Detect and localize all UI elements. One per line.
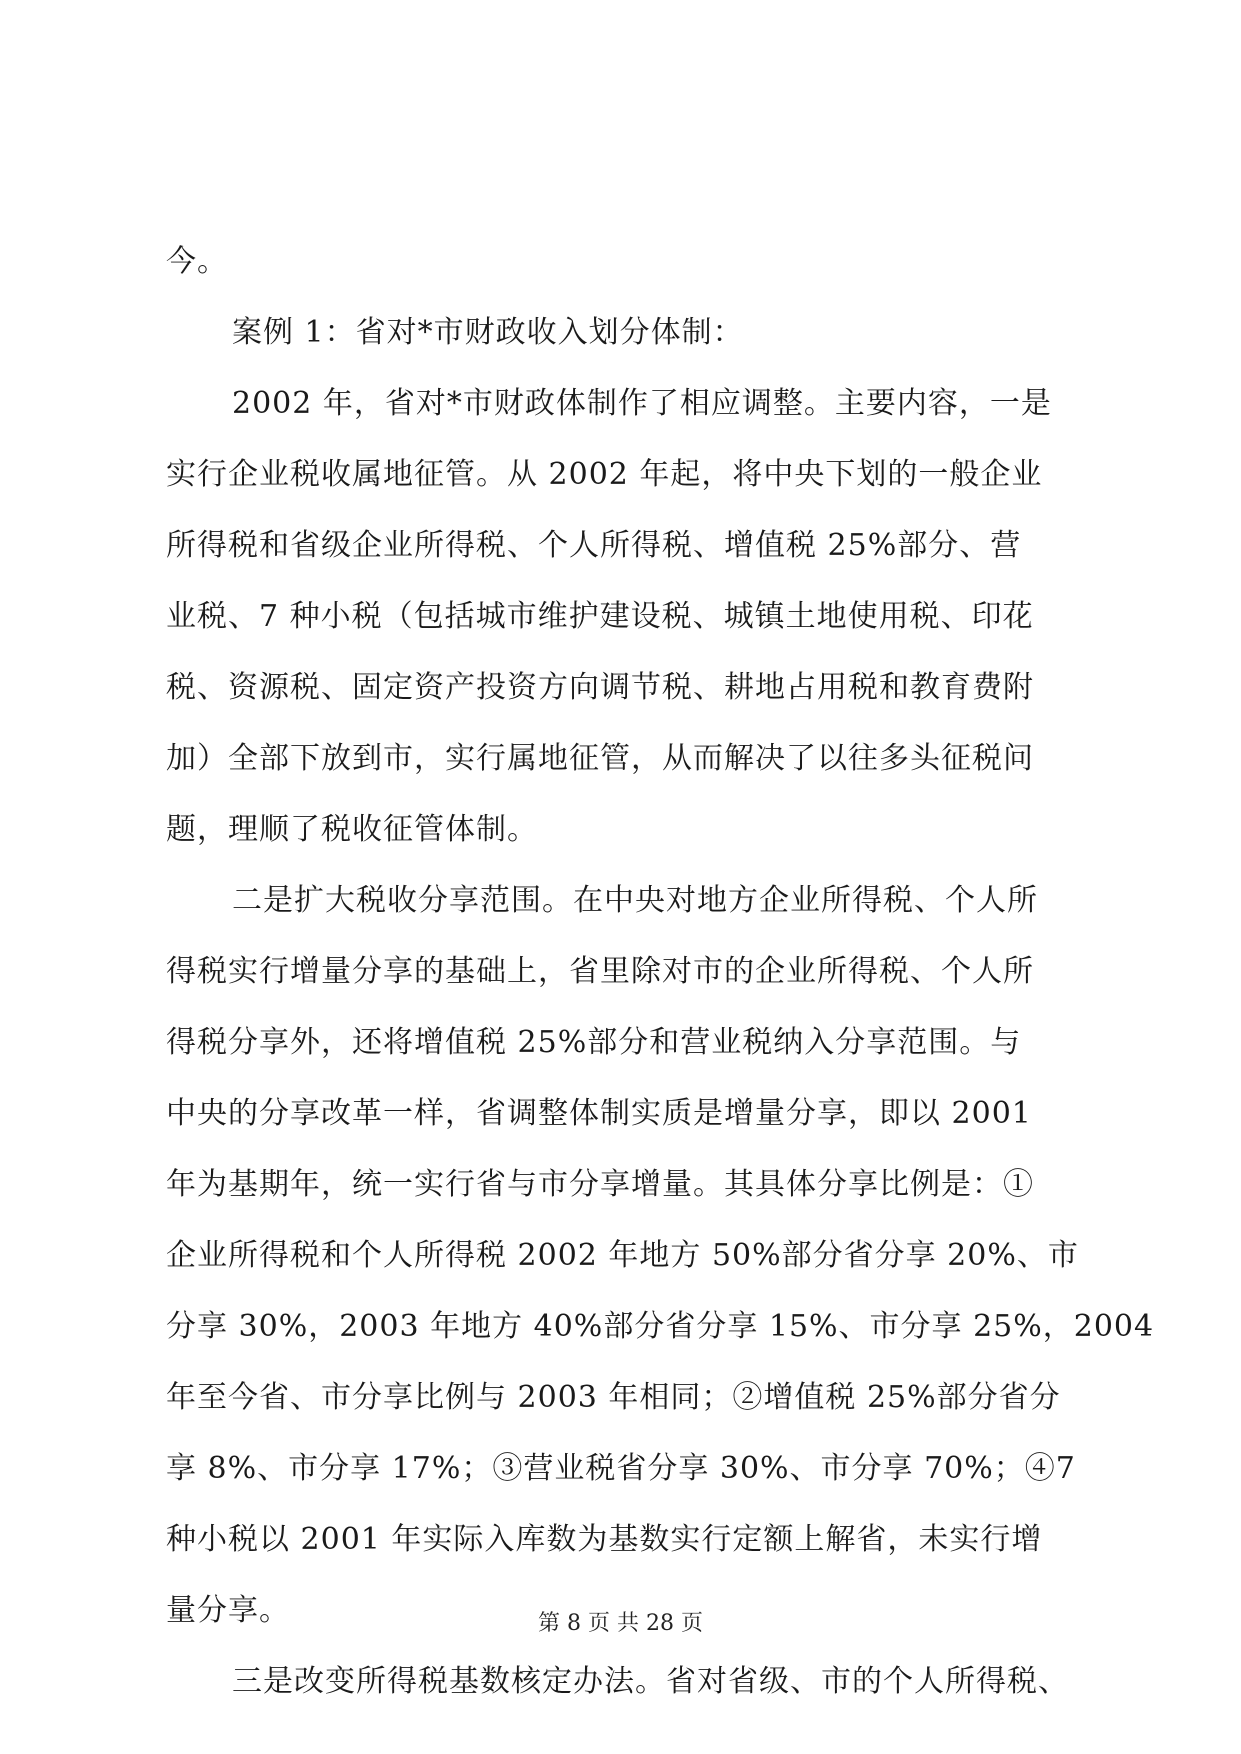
text-line: 年至今省、市分享比例与 2003 年相同；②增值税 25%部分省分 — [166, 1380, 1061, 1415]
text-line: 加）全部下放到市，实行属地征管，从而解决了以往多头征税问 — [166, 741, 1034, 776]
text-line-case-heading: 案例 1：省对*市财政收入划分体制： — [232, 315, 744, 350]
text-line: 税、资源税、固定资产投资方向调节税、耕地占用税和教育费附 — [166, 670, 1034, 705]
text-line: 种小税以 2001 年实际入库数为基数实行定额上解省，未实行增 — [166, 1522, 1043, 1557]
text-line: 企业所得税和个人所得税 2002 年地方 50%部分省分享 20%、市 — [166, 1238, 1079, 1273]
text-line: 二是扩大税收分享范围。在中央对地方企业所得税、个人所 — [232, 883, 1038, 918]
page-footer — [0, 1606, 1241, 1637]
text-line: 今。 — [166, 244, 228, 279]
document-body — [166, 232, 1155, 1711]
text-line: 2002 年，省对*市财政体制作了相应调整。主要内容，一是 — [232, 386, 1052, 421]
text-line: 得税分享外，还将增值税 25%部分和营业税纳入分享范围。与 — [166, 1025, 1022, 1060]
text-line: 年为基期年，统一实行省与市分享增量。其具体分享比例是：① — [166, 1167, 1034, 1202]
page-number-label: 第 8 页 共 28 页 — [538, 1611, 703, 1636]
text-line: 享 8%、市分享 17%；③营业税省分享 30%、市分享 70%；④7 — [166, 1451, 1076, 1486]
text-line: 实行企业税收属地征管。从 2002 年起，将中央下划的一般企业 — [166, 457, 1043, 492]
text-line: 所得税和省级企业所得税、个人所得税、增值税 25%部分、营 — [166, 528, 1022, 563]
text-line: 业税、7 种小税（包括城市维护建设税、城镇土地使用税、印花 — [166, 599, 1034, 634]
text-line: 量分享。 — [166, 1593, 290, 1628]
text-line: 题，理顺了税收征管体制。 — [166, 812, 538, 847]
text-line: 三是改变所得税基数核定办法。省对省级、市的个人所得税、 — [232, 1664, 1069, 1699]
text-line: 得税实行增量分享的基础上，省里除对市的企业所得税、个人所 — [166, 954, 1034, 989]
text-line: 中央的分享改革一样，省调整体制实质是增量分享，即以 2001 — [166, 1096, 1032, 1131]
text-line: 分享 30%，2003 年地方 40%部分省分享 15%、市分享 25%，2004 — [166, 1309, 1155, 1344]
